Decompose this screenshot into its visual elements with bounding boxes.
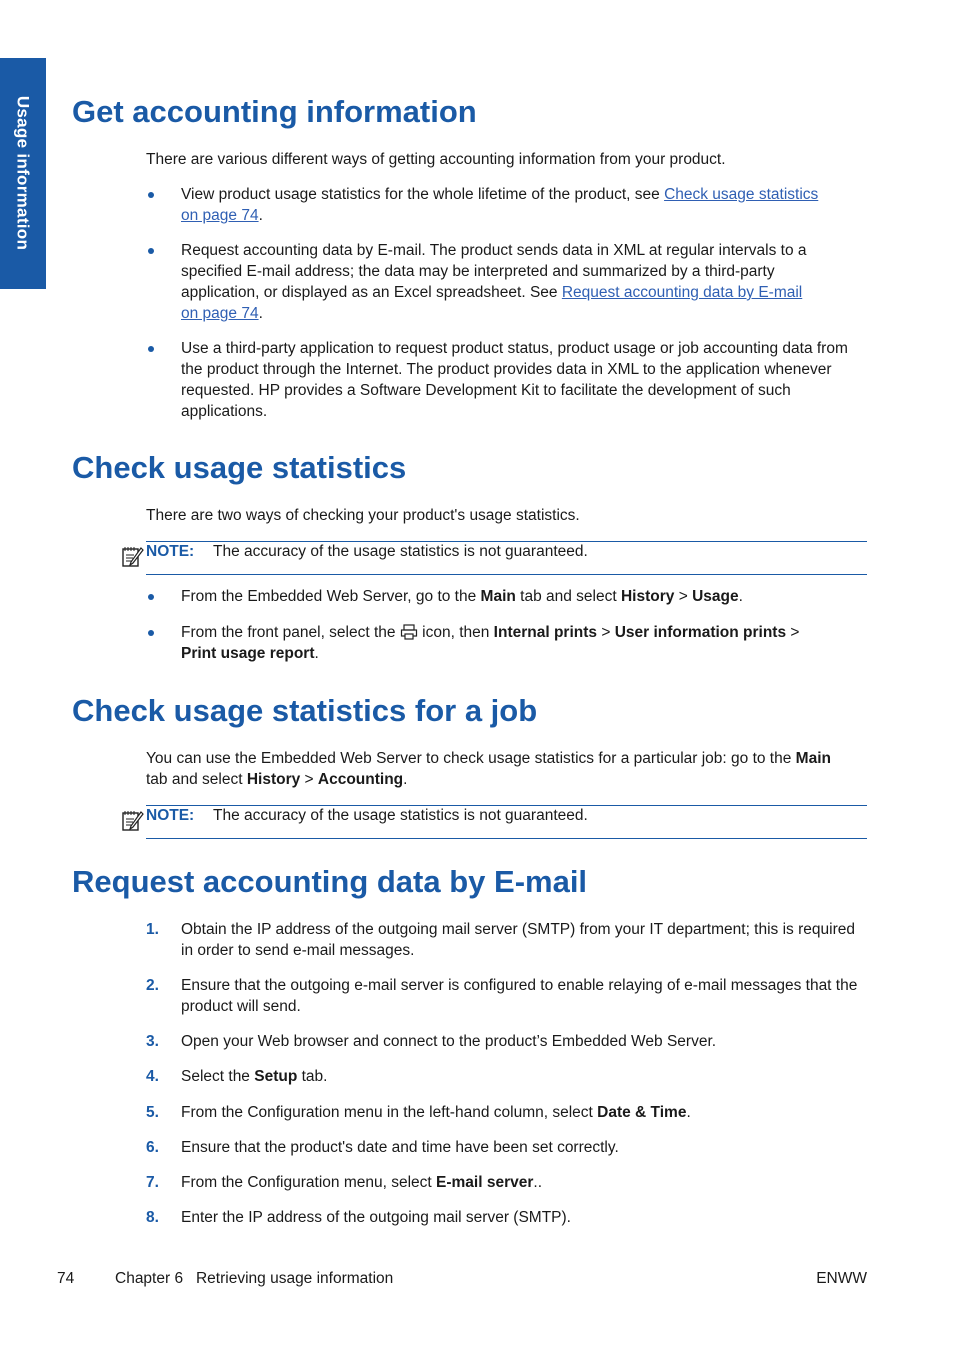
page-number: 74 [57,1270,75,1287]
step-text: Select the Setup tab. [181,1068,328,1085]
step-number: 8. [146,1209,159,1226]
note-text: The accuracy of the usage statistics is not guaranteed. [213,807,588,824]
link-request-accounting[interactable]: Request accounting data by E-mail [561,284,803,301]
printer-icon [400,624,418,640]
list-item: Request accounting data by E-mail. The product sends data in XML at regular intervals to a specified E-mail address; the data may be interpreted and summarized by a third-party application, or displayed as an Excel spreadsheet. See Request accounting data by E-mail on page 74. [148,240,864,324]
step-number: 7. [146,1174,159,1191]
list-item [146,1137,864,1158]
step-text: Open your Web browser and connect to the product’s Embedded Web Server. [181,1033,717,1050]
note-text: The accuracy of the usage statistics is not guaranteed. [213,543,588,560]
heading-check-usage: Check usage statistics [72,450,407,485]
bullet-dot [148,192,154,198]
list-item: From the Embedded Web Server, go to the Main tab and select History > Usage. [148,586,864,607]
link-page-74[interactable]: on page 74 [181,305,259,322]
note-icon [120,544,144,568]
step-number: 6. [146,1139,159,1156]
note-box [146,805,867,839]
side-tab-label: Usage information [13,95,33,251]
chapter-title: Chapter 6 Retrieving usage information [115,1270,394,1287]
heading-get-accounting: Get accounting information [72,94,477,129]
bullet-dot [148,630,154,636]
step-text: Ensure that the product's date and time have been set correctly. [181,1139,619,1156]
note-icon [120,808,144,832]
heading-check-usage-job: Check usage statistics for a job [72,693,538,728]
step-text: From the Configuration menu, select E-mail server.. [181,1174,543,1191]
list-item [146,1207,864,1228]
job-paragraph: You can use the Embedded Web Server to check usage statistics for a particular job: go to the Main tab and select History > Accounting. [146,750,831,788]
step-number: 2. [146,977,159,994]
note-label: NOTE: [146,807,195,824]
list-item [146,1066,864,1087]
check-intro: There are two ways of checking your product's usage statistics. [146,507,580,524]
bullet-dot [148,346,154,352]
link-check-usage-statistics[interactable]: Check usage statistics [664,186,819,203]
step-number: 4. [146,1068,159,1085]
list-item [146,919,864,961]
get-intro: There are various different ways of getting accounting information from your product. [146,151,726,168]
note-label: NOTE: [146,543,195,560]
bullet-dot [148,594,154,600]
step-text: From the Configuration menu in the left-hand column, select Date & Time. [181,1104,691,1121]
bullet-text: Request accounting data by E-mail. The product sends data in XML at regular intervals to a specified E-mail address; the data may be interpreted and summarized by a third-party application, or displayed as an Excel spreadsheet. See [181,242,807,301]
step-text: Obtain the IP address of the outgoing mail server (SMTP) from your IT department; this is required in order to send e-mail messages. [181,921,855,959]
bullet-text: Use a third-party application to request product status, product usage or job accounting data from the product through the Internet. The product provides data in XML to the application whenever requested. HP provides a Software Development Kit to facilitate the development of such applications. [181,340,848,420]
heading-request-email: Request accounting data by E-mail [72,864,588,899]
list-item [146,1031,864,1052]
bullet-text: View product usage statistics for the whole lifetime of the product, see [181,186,665,203]
note-box [146,541,867,575]
step-text: Ensure that the outgoing e-mail server is configured to enable relaying of e-mail messages that the product will send. [181,977,858,1015]
step-number: 1. [146,921,159,938]
bullet-dot [148,248,154,254]
step-text: Enter the IP address of the outgoing mail server (SMTP). [181,1209,571,1226]
list-item [146,1102,864,1123]
link-page-74[interactable]: on page 74 [181,207,259,224]
list-item [146,1172,864,1193]
footer-right: ENWW [816,1270,867,1287]
list-item [146,975,864,1017]
step-number: 3. [146,1033,159,1050]
step-number: 5. [146,1104,159,1121]
list-item [148,338,864,422]
list-item: View product usage statistics for the whole lifetime of the product, see Check usage statistics on page 74. [148,184,864,226]
list-item: From the front panel, select the icon, then Internal prints > User information prints > Print usage report. [148,622,864,664]
side-tab [0,58,46,289]
